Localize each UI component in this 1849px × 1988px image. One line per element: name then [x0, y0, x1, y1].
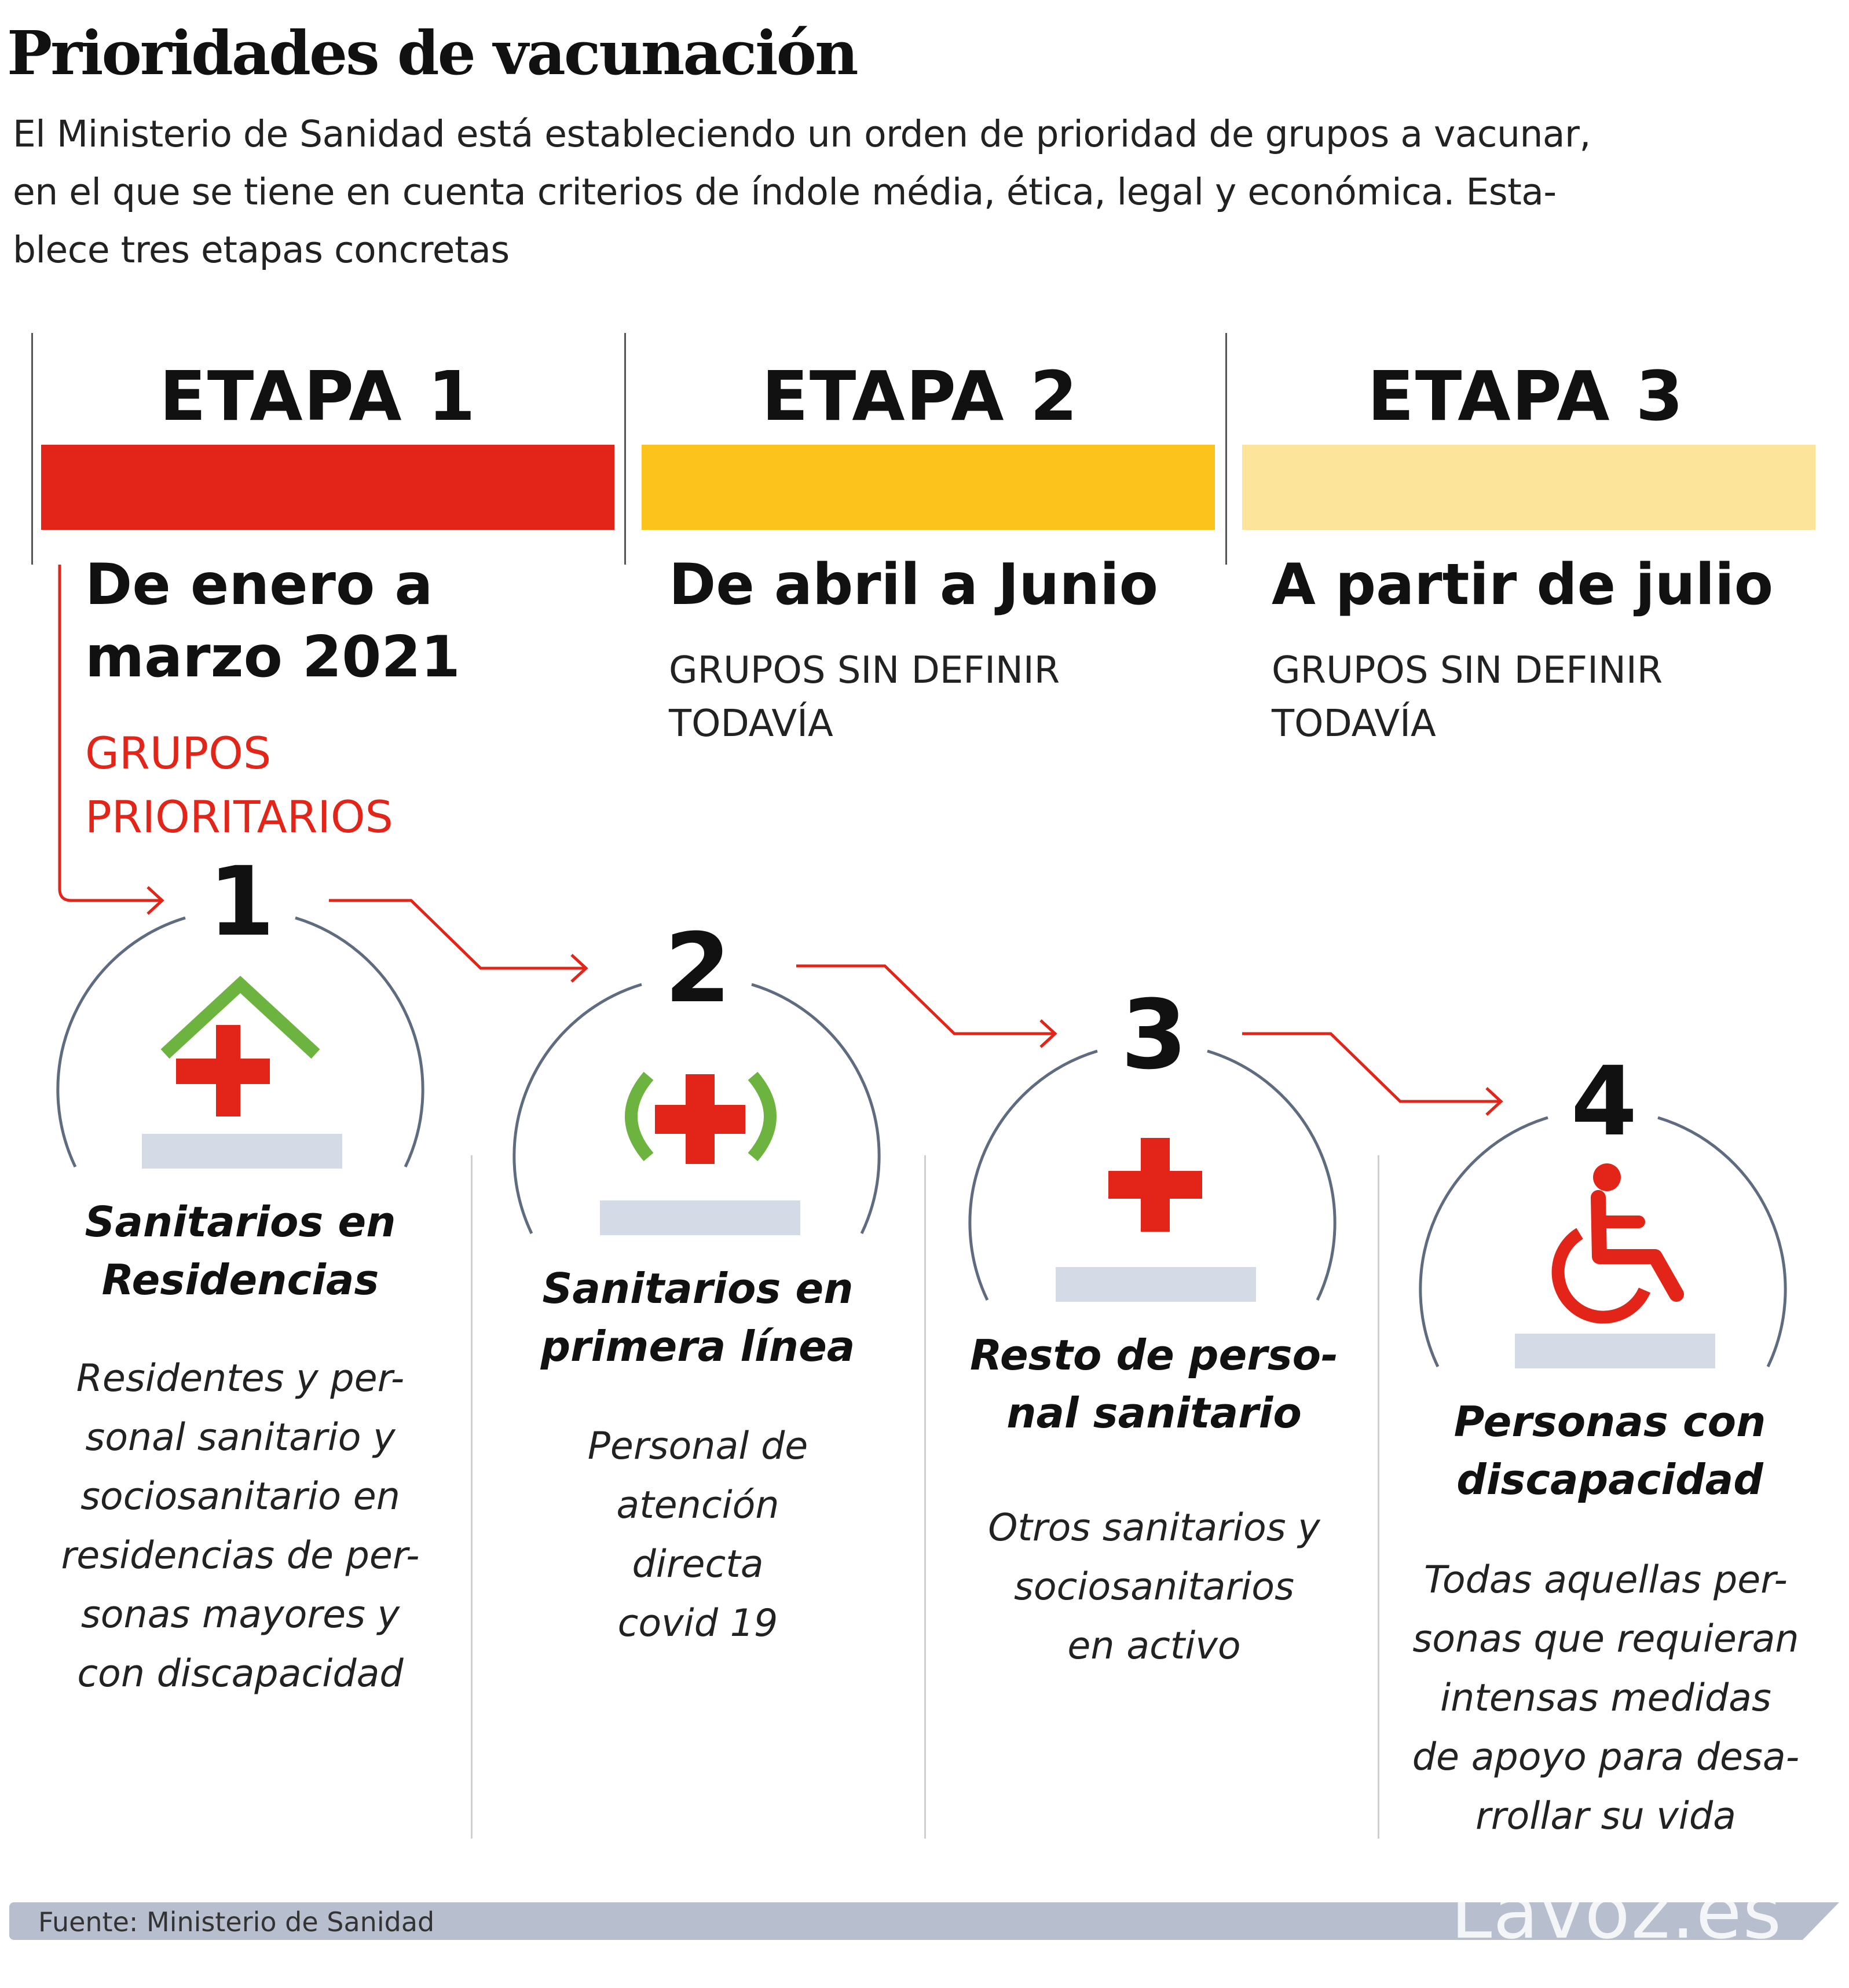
group-3-title: Resto de perso- nal sanitario: [969, 1331, 1338, 1437]
stage-3-period: A partir de julio: [1272, 552, 1774, 618]
stage-3-title: ETAPA 3: [1367, 356, 1685, 436]
arc-1-right: [295, 918, 423, 1167]
group-3-description: Otros sanitarios y sociosanitarios en activo: [988, 1506, 1320, 1668]
icon-base-bar: [1056, 1267, 1256, 1302]
group-2-description: Personal de atención directa covid 19: [587, 1425, 808, 1645]
icon-base-bar: [1515, 1334, 1715, 1368]
arc-1-left: [58, 918, 185, 1167]
arc-3-left: [970, 1051, 1097, 1300]
stage-2-title: ETAPA 2: [761, 356, 1079, 436]
red-cross-icon: [1108, 1138, 1202, 1232]
page-title: Prioridades de vacunación: [7, 17, 857, 89]
source-note: Fuente: Ministerio de Sanidad: [38, 1906, 435, 1938]
publisher-logo: Lavoz.es: [1451, 1869, 1783, 1956]
group-number-3: 3: [1121, 979, 1188, 1090]
group-4-description: Todas aquellas per- sonas que requieran intensas medidas de apoyo para desa- rrollar su vida: [1412, 1558, 1800, 1838]
cross-brackets-icon: [631, 1074, 770, 1164]
house-cross-icon: [165, 984, 316, 1116]
stage-1-title: ETAPA 1: [159, 356, 477, 436]
group-number-4: 4: [1570, 1046, 1638, 1157]
intro-line: El Ministerio de Sanidad está estableciendo un orden de prioridad de grupos a vacunar,: [13, 113, 1591, 155]
arrow-2-to-3: [796, 966, 1054, 1034]
arc-3-right: [1207, 1051, 1335, 1300]
arrow-3-to-4: [1242, 1034, 1500, 1101]
stage-2-period: De abril a Junio: [669, 552, 1159, 618]
arc-4-right: [1658, 1118, 1785, 1367]
intro-line: en el que se tiene en cuenta criterios de índole média, ética, legal y económica. Esta-: [13, 171, 1557, 213]
group-2-title: Sanitarios en primera línea: [540, 1264, 855, 1371]
stage-2-groups: GRUPOS SIN DEFINIR TODAVÍA: [669, 649, 1060, 745]
stage-1-period: De enero a marzo 2021: [85, 552, 460, 690]
group-4-title: Personas con discapacidad: [1453, 1397, 1766, 1504]
stage-1-groups: GRUPOS PRIORITARIOS: [85, 727, 393, 843]
stage-3-groups: GRUPOS SIN DEFINIR TODAVÍA: [1272, 649, 1663, 745]
arrow-stage-to-1: [60, 565, 161, 900]
icon-base-bar: [600, 1200, 800, 1235]
wheelchair-icon: [1558, 1163, 1676, 1317]
group-1-title: Sanitarios en Residencias: [85, 1198, 396, 1304]
group-number-1: 1: [208, 846, 275, 957]
group-number-2: 2: [664, 913, 731, 1024]
arc-4-left: [1420, 1118, 1548, 1367]
arc-2-left: [514, 984, 642, 1233]
group-1-description: Residentes y per- sonal sanitario y sociosanitario en residencias de per- sonas mayores y con discapacidad: [61, 1357, 420, 1696]
icon-base-bar: [142, 1134, 342, 1169]
intro-line: blece tres etapas concretas: [13, 229, 510, 271]
